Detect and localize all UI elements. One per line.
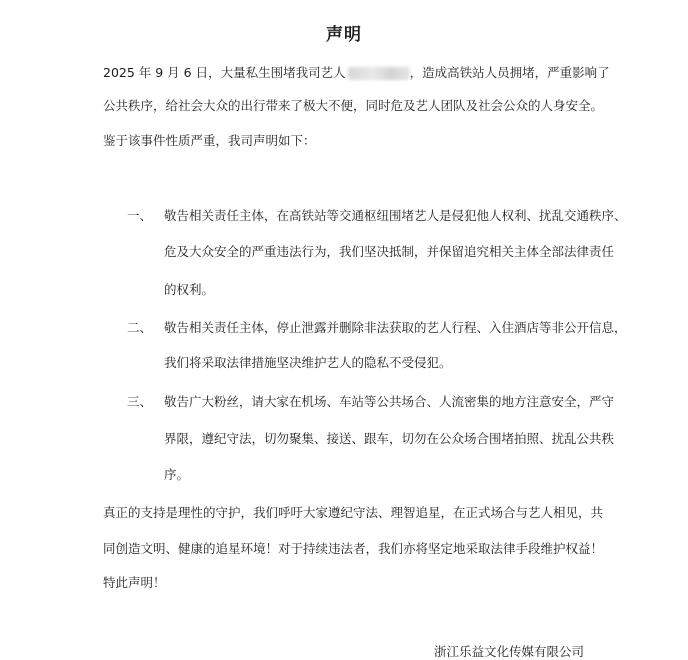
intro-line-2: 公共秩序，给社会大众的出行带来了极大不便，同时危及艺人团队及社会公众的人身安全。 xyxy=(103,98,604,113)
item-line: 的权利。 xyxy=(164,282,215,297)
intro-line-3: 鉴于该事件性质严重，我司声明如下： xyxy=(103,133,316,148)
item-line: 敬告广大粉丝，请大家在机场、车站等公共场合、人流密集的地方注意安全，严守 xyxy=(164,394,615,409)
item-number: 一、 xyxy=(127,208,153,223)
closing-line-3: 特此声明！ xyxy=(103,575,166,590)
item-line: 界限，遵纪守法，切勿聚集、接送、跟车，切勿在公众场合围堵拍照、扰乱公共秩 xyxy=(164,431,615,446)
intro-line-1 xyxy=(103,63,610,81)
item-number: 二、 xyxy=(127,320,153,335)
redacted-name xyxy=(348,67,410,80)
signature-company: 浙江乐益文化传媒有限公司 xyxy=(433,644,584,659)
item-line: 序。 xyxy=(164,467,190,482)
item-line: 敬告相关责任主体，停止泄露并删除非法获取的艺人行程、入住酒店等非公开信息， xyxy=(164,320,627,335)
item-line: 敬告相关责任主体，在高铁站等交通枢纽围堵艺人是侵犯他人权利、扰乱交通秩序、 xyxy=(164,208,627,223)
item-line: 危及大众安全的严重违法行为，我们坚决抵制，并保留追究相关主体全部法律责任 xyxy=(164,244,615,259)
item-line: 我们将采取法律措施坚决维护艺人的隐私不受侵犯。 xyxy=(164,355,452,370)
document-title: 声明 xyxy=(326,25,362,45)
item-number: 三、 xyxy=(127,394,153,409)
closing-line-1: 真正的支持是理性的守护，我们呼吁大家遵纪守法、理智追星，在正式场合与艺人相见，共 xyxy=(103,505,604,520)
intro-text-after-name: ，造成高铁站人员拥堵，严重影响了 xyxy=(409,65,610,80)
intro-text-before-name: 2025 年 9 月 6 日，大量私生围堵我司艺人 xyxy=(103,65,346,80)
closing-line-2: 同创造文明、健康的追星环境！对于持续违法者，我们亦将坚定地采取法律手段维护权益！ xyxy=(103,541,604,556)
